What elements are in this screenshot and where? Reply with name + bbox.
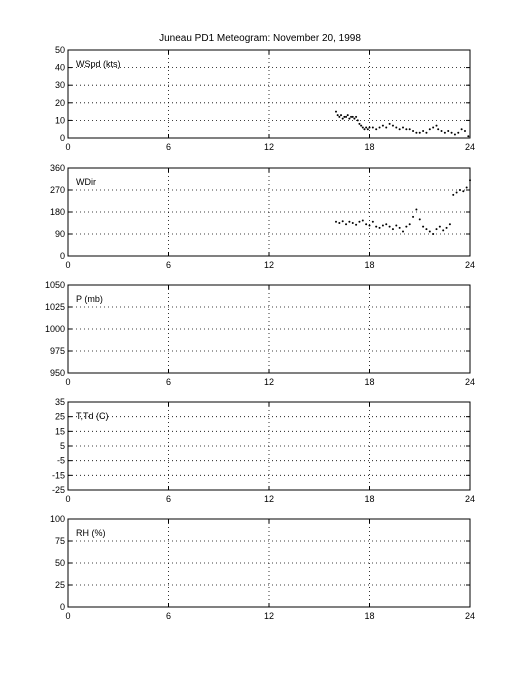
data-point: [338, 116, 340, 118]
panel-label: T,Td (C): [76, 411, 109, 421]
data-point: [355, 224, 357, 226]
x-tick-label: 6: [165, 611, 172, 621]
data-point: [454, 133, 456, 135]
x-tick-label: 18: [364, 377, 375, 387]
y-tick-label: 1000: [44, 324, 65, 334]
data-point: [467, 135, 469, 137]
y-tick-label: 25: [54, 411, 65, 422]
data-point: [399, 128, 401, 130]
data-point: [399, 227, 401, 229]
data-point: [365, 126, 367, 128]
data-point: [442, 229, 444, 231]
data-point: [362, 220, 364, 222]
y-tick-label: 5: [59, 441, 65, 451]
y-tick-label: 90: [54, 229, 65, 239]
data-point: [449, 223, 451, 225]
data-point: [353, 118, 355, 120]
x-tick-label: 6: [165, 142, 172, 152]
y-tick-label: 35: [54, 397, 65, 407]
data-point: [469, 179, 471, 181]
x-tick-label: 12: [263, 260, 275, 270]
y-tick-label: 0: [59, 251, 65, 261]
y-tick-label: 0: [59, 133, 65, 143]
data-point: [456, 191, 458, 193]
y-tick-label: 50: [54, 558, 65, 568]
x-tick-label: 24: [464, 494, 476, 504]
data-point: [355, 116, 357, 118]
y-tick-label: 360: [49, 163, 65, 173]
y-tick-label: 1050: [44, 280, 65, 290]
x-tick-label: 18: [364, 142, 375, 152]
data-point: [335, 221, 337, 223]
data-point: [419, 132, 421, 134]
data-point: [365, 223, 367, 225]
panel-label: WDir: [76, 177, 96, 187]
data-point: [382, 224, 384, 226]
data-point: [363, 128, 365, 130]
y-tick-label: 20: [54, 97, 65, 108]
data-point: [395, 126, 397, 128]
data-point: [342, 220, 344, 222]
panel-label: RH (%): [76, 528, 106, 538]
x-tick-label: 24: [464, 611, 476, 621]
data-point: [375, 226, 377, 228]
data-point: [422, 130, 424, 132]
x-tick-label: 18: [364, 611, 375, 621]
panel-2: [50, 163, 475, 270]
data-point: [340, 114, 342, 116]
data-point: [419, 218, 421, 220]
x-tick-label: 12: [263, 611, 275, 621]
data-point: [452, 194, 454, 196]
data-point: [385, 223, 387, 225]
data-point: [412, 130, 414, 132]
data-point: [372, 221, 374, 223]
x-tick-label: 6: [165, 260, 172, 270]
x-tick-label: 18: [364, 260, 375, 270]
data-point: [447, 130, 449, 132]
data-point: [372, 126, 374, 128]
y-tick-label: 1025: [44, 302, 65, 312]
x-tick-label: 6: [165, 377, 172, 387]
y-tick-label: 75: [54, 536, 65, 546]
data-point: [369, 126, 371, 128]
x-tick-label: 0: [65, 142, 71, 152]
panel-4: [52, 397, 475, 504]
data-point: [338, 222, 340, 224]
data-point: [429, 231, 431, 233]
data-point: [466, 187, 468, 189]
data-point: [337, 114, 339, 116]
x-tick-label: 0: [65, 377, 71, 387]
y-tick-label: -15: [51, 470, 65, 481]
data-point: [360, 125, 362, 127]
data-point: [422, 226, 424, 228]
data-point: [348, 221, 350, 223]
x-tick-label: 12: [263, 494, 275, 504]
x-tick-label: 24: [464, 377, 476, 387]
data-point: [437, 128, 439, 130]
data-point: [446, 227, 448, 229]
y-tick-label: 50: [54, 45, 65, 55]
data-point: [457, 132, 459, 134]
x-tick-label: 24: [464, 260, 476, 270]
data-point: [459, 189, 461, 191]
data-point: [375, 128, 377, 130]
data-point: [425, 228, 427, 230]
data-point: [358, 221, 360, 223]
data-point: [348, 118, 350, 120]
y-tick-label: 100: [49, 514, 65, 524]
data-point: [382, 125, 384, 127]
x-tick-label: 0: [65, 260, 71, 270]
panel-5: [50, 514, 475, 621]
data-point: [402, 231, 404, 233]
data-point: [425, 132, 427, 134]
data-point: [441, 130, 443, 132]
y-tick-label: 25: [54, 580, 65, 590]
data-point: [429, 128, 431, 130]
data-point: [367, 128, 369, 130]
data-point: [461, 128, 463, 130]
data-point: [342, 118, 344, 120]
y-tick-label: 15: [54, 426, 65, 437]
y-tick-label: 0: [59, 602, 65, 612]
data-point: [392, 125, 394, 127]
data-point: [405, 128, 407, 130]
x-tick-label: 12: [263, 377, 275, 387]
x-tick-label: 24: [464, 142, 476, 152]
data-point: [358, 123, 360, 125]
y-tick-label: 950: [49, 368, 65, 378]
data-point: [362, 126, 364, 128]
y-tick-label: 30: [54, 80, 65, 91]
data-point: [412, 216, 414, 218]
x-tick-label: 0: [65, 611, 71, 621]
data-point: [432, 126, 434, 128]
data-point: [389, 226, 391, 228]
panel-label: P (mb): [76, 294, 103, 304]
data-point: [409, 223, 411, 225]
data-point: [415, 209, 417, 211]
data-point: [379, 126, 381, 128]
data-point: [379, 227, 381, 229]
data-point: [392, 228, 394, 230]
data-point: [357, 119, 359, 121]
data-point: [335, 111, 337, 113]
y-tick-label: -25: [51, 485, 65, 495]
data-point: [402, 126, 404, 128]
data-point: [444, 132, 446, 134]
data-point: [369, 224, 371, 226]
data-point: [405, 226, 407, 228]
panel-3: [45, 280, 475, 387]
data-point: [415, 132, 417, 134]
data-point: [395, 224, 397, 226]
y-tick-label: 180: [49, 207, 65, 217]
panel-1: [55, 45, 475, 152]
y-tick-label: 40: [54, 62, 65, 73]
y-tick-label: 975: [49, 346, 65, 356]
y-tick-label: 10: [54, 115, 65, 126]
x-tick-label: 0: [65, 494, 71, 504]
data-point: [347, 114, 349, 116]
data-point: [436, 228, 438, 230]
data-point: [345, 116, 347, 118]
data-point: [389, 123, 391, 125]
data-point: [451, 132, 453, 134]
data-point: [464, 130, 466, 132]
data-point: [432, 233, 434, 235]
data-point: [352, 222, 354, 224]
data-point: [462, 190, 464, 192]
x-tick-label: 18: [364, 494, 375, 504]
data-point: [436, 125, 438, 127]
data-point: [439, 226, 441, 228]
data-point: [345, 223, 347, 225]
panel-label: WSpd (kts): [76, 59, 121, 69]
x-tick-label: 12: [263, 142, 275, 152]
y-tick-label: -5: [56, 455, 65, 466]
y-tick-label: 270: [49, 185, 65, 195]
data-point: [385, 126, 387, 128]
data-point: [352, 116, 354, 118]
x-tick-label: 6: [165, 494, 172, 504]
figure-title: Juneau PD1 Meteogram: November 20, 1998: [159, 33, 361, 44]
data-point: [409, 128, 411, 130]
